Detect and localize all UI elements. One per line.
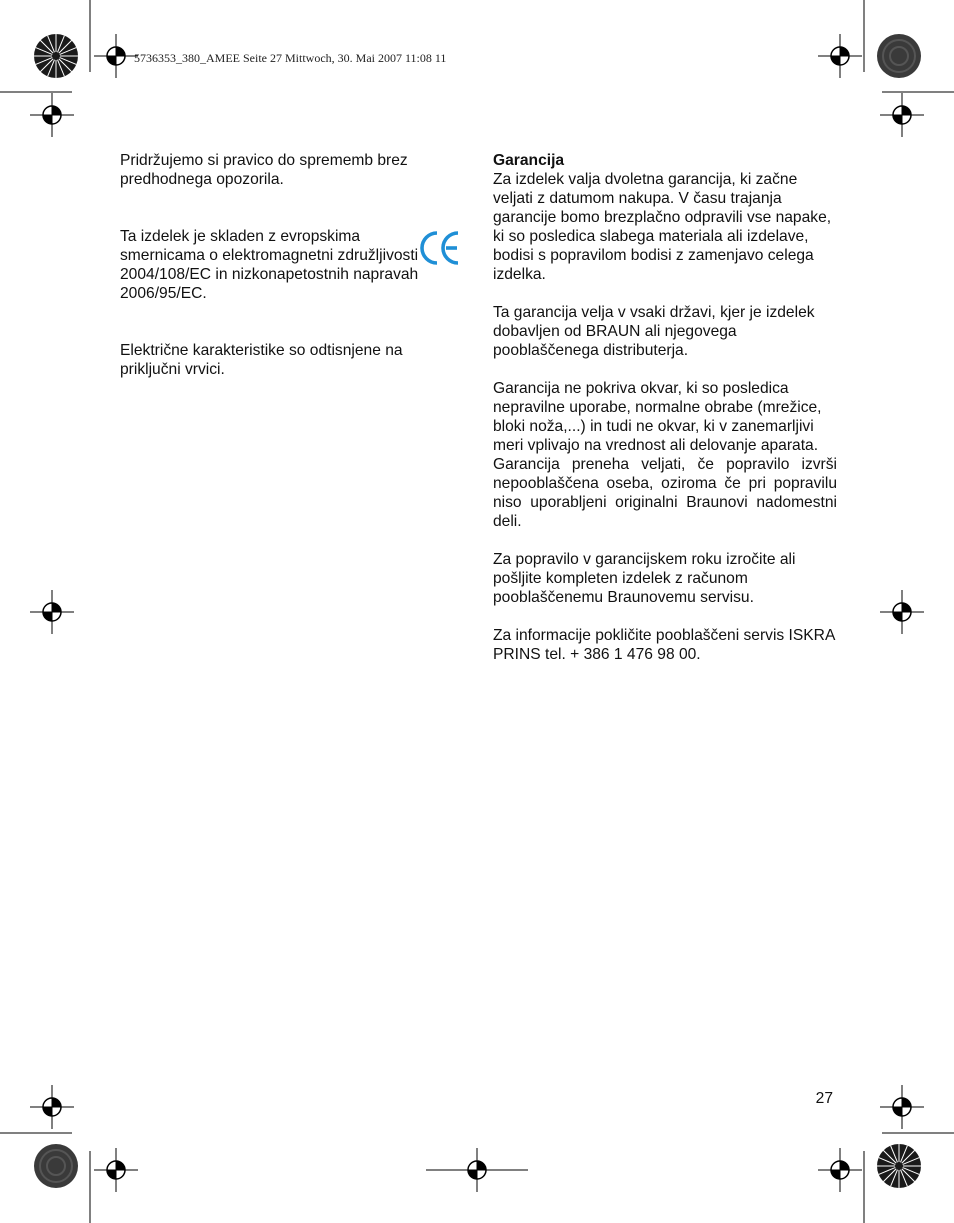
warranty-paragraph: Ta garancija velja v vsaki državi, kjer je izdelek dobavljen od BRAUN ali njegovega pooblaščenega distributerja. (493, 304, 815, 359)
density-circle-icon (876, 33, 922, 79)
page-number: 27 (815, 1090, 833, 1107)
registration-mark-icon (818, 1148, 862, 1192)
registration-mark-icon (426, 1148, 528, 1192)
starburst-mark-icon (876, 1143, 922, 1189)
registration-mark-icon (94, 34, 138, 78)
warranty-paragraph: Garancija preneha veljati, če popravilo izvrši nepooblaščena oseba, oziroma če pri popravilu niso uporabljeni originalni Braunovi nadomestni deli. (493, 456, 837, 530)
registration-mark-icon (30, 93, 74, 137)
print-header: 5736353_380_AMEE Seite 27 Mittwoch, 30. Mai 2007 11:08 11 (134, 51, 447, 65)
warranty-title: Garancija (493, 152, 565, 169)
warranty-paragraph: Garancija ne pokriva okvar, ki so posledica nepravilne uporabe, normalne obrabe (mrežice, bloki noža,...) in tudi ne okvar, ki v zanemarljivi meri vplivajo na vrednost ali delovanje aparata. (493, 380, 822, 454)
service-contact: Za informacije pokličite pooblaščeni servis ISKRA PRINS tel. + 386 1 476 98 00. (493, 627, 835, 663)
registration-mark-icon (30, 1085, 74, 1129)
registration-mark-icon (30, 590, 74, 634)
warranty-paragraph: Za izdelek valja dvoletna garancija, ki začne veljati z datumom nakupa. V času trajanja garancije bomo brezplačno odpravili vse napake, ki so posledica slabega materiala ali izdelave, bodisi s popravilom bodisi z zamenjavo celega izdelka. (493, 171, 832, 283)
registration-mark-icon (94, 1148, 138, 1192)
compliance-statement: Ta izdelek je skladen z evropskima smernicama o elektromagnetni združljivosti 2004/108/EC in nizkonapetostnih napravah 2006/95/EC. (120, 228, 419, 302)
registration-mark-icon (880, 590, 924, 634)
change-notice: Pridržujemo si pravico do sprememb brez predhodnega opozorila. (120, 152, 408, 188)
registration-mark-icon (818, 34, 862, 78)
registration-mark-icon (880, 93, 924, 137)
warranty-paragraph: Za popravilo v garancijskem roku izročite ali pošljite kompleten izdelek z računom pooblaščenemu Braunovemu servisu. (493, 551, 796, 606)
starburst-mark-icon (33, 33, 79, 79)
registration-mark-icon (880, 1085, 924, 1129)
electrical-characteristics: Električne karakteristike so odtisnjene na priključni vrvici. (120, 342, 403, 378)
density-circle-icon (33, 1143, 79, 1189)
